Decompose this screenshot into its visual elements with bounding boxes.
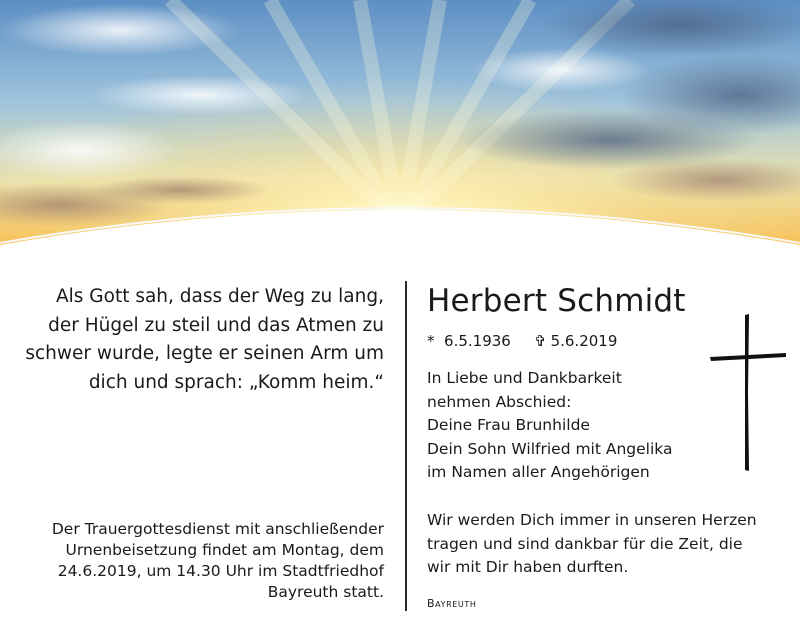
farewell-text <box>427 367 673 485</box>
life-dates <box>427 329 617 353</box>
column-divider <box>405 281 407 611</box>
farewell-line: nehmen Abschied: <box>427 392 572 411</box>
death-date: 5.6.2019 <box>550 332 618 350</box>
poem <box>0 283 384 397</box>
closing-line: tragen und sind dankbar für die Zeit, die <box>427 534 743 553</box>
birth-date-group <box>427 329 534 353</box>
farewell-line: Deine Frau Brunhilde <box>427 416 590 434</box>
closing-line: Wir werden Dich immer in unseren Herzen <box>427 511 757 529</box>
service-notice <box>0 519 384 603</box>
sunrise-sky-image <box>0 0 800 290</box>
place-name: Bayreuth <box>427 597 477 610</box>
poem-line: dich und sprach: „Komm heim.“ <box>88 371 384 393</box>
poem-line: schwer wurde, legte er seinen Arm um <box>25 343 384 364</box>
farewell-line: In Liebe und Dankbarkeit <box>427 369 622 387</box>
service-line: 24.6.2019, um 14.30 Uhr im Stadtfriedhof <box>57 562 384 580</box>
death-date-group <box>534 329 617 353</box>
service-line: Urnenbeisetzung findet am Montag, dem <box>65 541 384 559</box>
service-line: Bayreuth statt. <box>267 583 384 601</box>
cross-icon <box>708 313 788 473</box>
death-symbol-icon: ✞ <box>534 332 547 350</box>
closing-text <box>427 509 757 580</box>
poem-line: Als Gott sah, dass der Weg zu lang, <box>55 286 384 307</box>
closing-line: wir mit Dir haben durften. <box>427 558 629 576</box>
farewell-line: im Namen aller Angehörigen <box>427 463 650 481</box>
birth-symbol: * <box>427 332 435 350</box>
service-line: Der Trauergottesdienst mit anschließender <box>51 520 384 538</box>
poem-line: der Hügel zu steil und das Atmen zu <box>48 314 384 336</box>
deceased-name: Herbert Schmidt <box>427 283 686 319</box>
farewell-line: Dein Sohn Wilfried mit Angelika <box>427 439 673 458</box>
birth-date: 6.5.1936 <box>444 332 511 350</box>
